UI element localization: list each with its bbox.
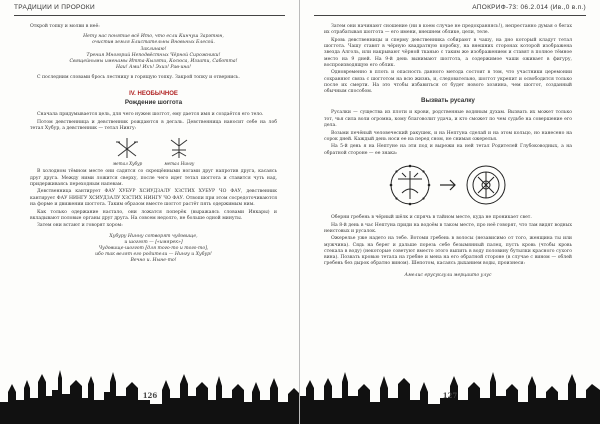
city-skyline-decoration bbox=[0, 352, 300, 424]
sigil-figures bbox=[324, 163, 572, 207]
section-title: IV. НЕОБЫЧНОЕ bbox=[129, 90, 178, 97]
paragraph: Затем они встают и говорят хором: bbox=[37, 223, 123, 229]
subsection-title: Вызвать русалку bbox=[421, 97, 475, 105]
paragraph: С последним словами брось лестницу в горящую топку. Закрой топку и отвернись. bbox=[37, 75, 240, 81]
incantation-poem bbox=[30, 34, 277, 71]
paragraph: Одновременно в плоть и опасность данного метода состоит в том, что участники церемонии сохраняют связь с шогготом на всю жизнь, и, следовательно, шоггот укрепит и освободится только после их смерти. На это чтобы избавиться от будет нового хозяина, чем шоггот, созданный обычным способом. bbox=[324, 70, 572, 95]
paragraph: На 5-й день я на Нептуне на эти под и вырежи на ней тетал Родителей Глубоководных, а на обратной стороне — ее знака: bbox=[324, 144, 572, 156]
poem-line: Хубуру Нинну сотворят чудовище, bbox=[109, 233, 198, 239]
right-page bbox=[300, 0, 600, 424]
right-page-content bbox=[324, 24, 572, 280]
left-page-header: ТРАДИЦИИ И ПРОРОКИ bbox=[14, 4, 285, 16]
ningu-sigil-icon bbox=[166, 136, 192, 160]
sigil-figures bbox=[30, 136, 277, 167]
hubur-sigil-icon bbox=[114, 136, 140, 160]
poem-line: ибо так велят его родители — Нингу и Хубур! bbox=[95, 252, 212, 258]
left-page-content bbox=[30, 24, 277, 269]
right-page-header: АПОКРИФ-73: 06.2.014 (Ив.,0 в.п.) bbox=[314, 4, 586, 16]
sigil-ningu bbox=[164, 136, 194, 167]
poem-line: Чудовище-шоггот [для того-то и того-то], bbox=[98, 246, 209, 252]
page-number: 126 bbox=[142, 391, 158, 400]
figure-caption: метал Нингу bbox=[164, 161, 195, 167]
sigil-hubur bbox=[113, 136, 143, 167]
paragraph: Как только одержание настало, они ложатся поперёк (выражаясь словами Инкары) и вкладывают половые органы друг друга. На совсем недолго, не больше одной минуты. bbox=[30, 209, 277, 221]
page-number: 127 bbox=[442, 391, 458, 400]
poem-line: и шоггот — [«имярек»] bbox=[124, 239, 183, 245]
poem-line: очистив земля Блистательны Вновьных Блесой. bbox=[92, 40, 215, 46]
spiral-seal-icon bbox=[464, 163, 508, 207]
poem-line: Трения Многорий Неподвёстных Чёрной Сирожники! bbox=[86, 52, 221, 58]
poem-line: Вечно и. Ныне-то! bbox=[130, 258, 177, 264]
incantation-line: Амелис ерусуклули мерцаито улус bbox=[404, 273, 492, 279]
arrow-icon bbox=[438, 163, 458, 207]
poem-line: Свящейнымы именамы Итта-Кызяти, Косюса, Иззати, Саботта! bbox=[69, 59, 238, 65]
paragraph: На 8-й день в час Нептуна приди на водоём в таком месте, про неё говорят, что там видят водных неистовых и русалок. bbox=[324, 222, 572, 234]
circular-seal-icon bbox=[388, 163, 432, 207]
paragraph: Затем они начинают сношение (ни в коем случае не предохраняясь!), непрестанно думая о бегах их отрабатывая шоггота — его имени, внешнем облике, цели, теле. bbox=[324, 24, 572, 36]
paragraph: Русалки — существа из плоти и крови, родственные водяным духам. Вызвать их может только тот, чья сила воли огромна, кому благоволит удача, и кто сможет по чем судьбе на совершение его дела. bbox=[324, 110, 572, 128]
paragraph: Возьми печёный человеческий ракушек, и на Нептуна сделай и на этом кольцо, но нанесено на сорок дней. Каждый день носи ее на перед сном, не снимая ожерелья. bbox=[324, 130, 572, 142]
paragraph: Открой топку и молви в неё: bbox=[30, 24, 100, 29]
city-skyline-decoration bbox=[300, 352, 600, 424]
paragraph: Девственница кантирует ФАУ ХУБУР ХСИУДЗАЛУ ХЗСТИХ ХУБУР ЧО ФАУ, девственник кантирует ФАУ НИНГУ ХСИУДЗАЛУ ХЗСТИХ НИНГУ ЧО ФАУ. Отвопи при этом сосредоточиваются на форме и движении шоггота. Таким образом вместе шоггот растёт пять одержимым ним. bbox=[30, 189, 277, 207]
paragraph: В холодном тёмном месте они садятся со скрещёнными ногами друг напротив друга, касаясь друг друга. Между ними ложится сверху, после чего идет тетал шоггота и ставится чуть над, придерживаясь переходным напевам. bbox=[30, 169, 277, 187]
chant-poem bbox=[30, 234, 277, 265]
paragraph: Сначала придумывается цель, для чего нужен шоггот, ему дается имя и создаётся его тело. bbox=[37, 112, 264, 118]
poem-line: Нету нас понятие всё Ито, что если Кинчуш Зарэтюн, bbox=[83, 34, 224, 40]
subsection-title: Рождение шоггота bbox=[124, 98, 183, 106]
figure-caption: метал Хубур bbox=[112, 161, 143, 167]
paragraph: Потом девственница и девственник рождаются в дегаль. Девственница наносит себе на лоб тетал Хубур, а девственник — тетал Нингу: bbox=[30, 119, 277, 131]
poem-line: Наи! Ами! Ихъ! Эхиз! Рав-ина! bbox=[115, 65, 192, 71]
paragraph: Ожерелье уже надето на тебе. Вотоми гребень в волосы (независимо от того, женщина ты или мужчина). Сядь на берег и дальше порезь себе безымянный палец, пусть кровь (чтобы кровь стекала в воду) (некоторые советуют вместо этого выпить в воду половину бутылки красного сухого вина). Позвать кровью тетала на гребне и мена на его обратной стороне (в случае с вином — облей гребень без дырок обратно вином). Шепотом, касаясь дыханием воды, произнеси: bbox=[324, 236, 572, 267]
paragraph: Кровь девственницы и сперму девственника собирают в чашу, на дно который кладут тетал шоггота. Чашу ставят в чёрную квадратную коробку, на внешних сторонах которой изображена звезда Алголь, или накрывают чёрной тканью с таким же изображением и ставят в полное тёмное место на 9 дней. На 9-й день вынимают шоггота, а содержимое чаши оживает в фигуру, воспроизводящую его облик. bbox=[324, 37, 572, 68]
poem-line: Заклинаю! bbox=[140, 46, 167, 52]
paragraph: Оберни гребень в чёрный шёлк и спрячь в тайном месте, куда не проникает свет. bbox=[331, 214, 532, 220]
